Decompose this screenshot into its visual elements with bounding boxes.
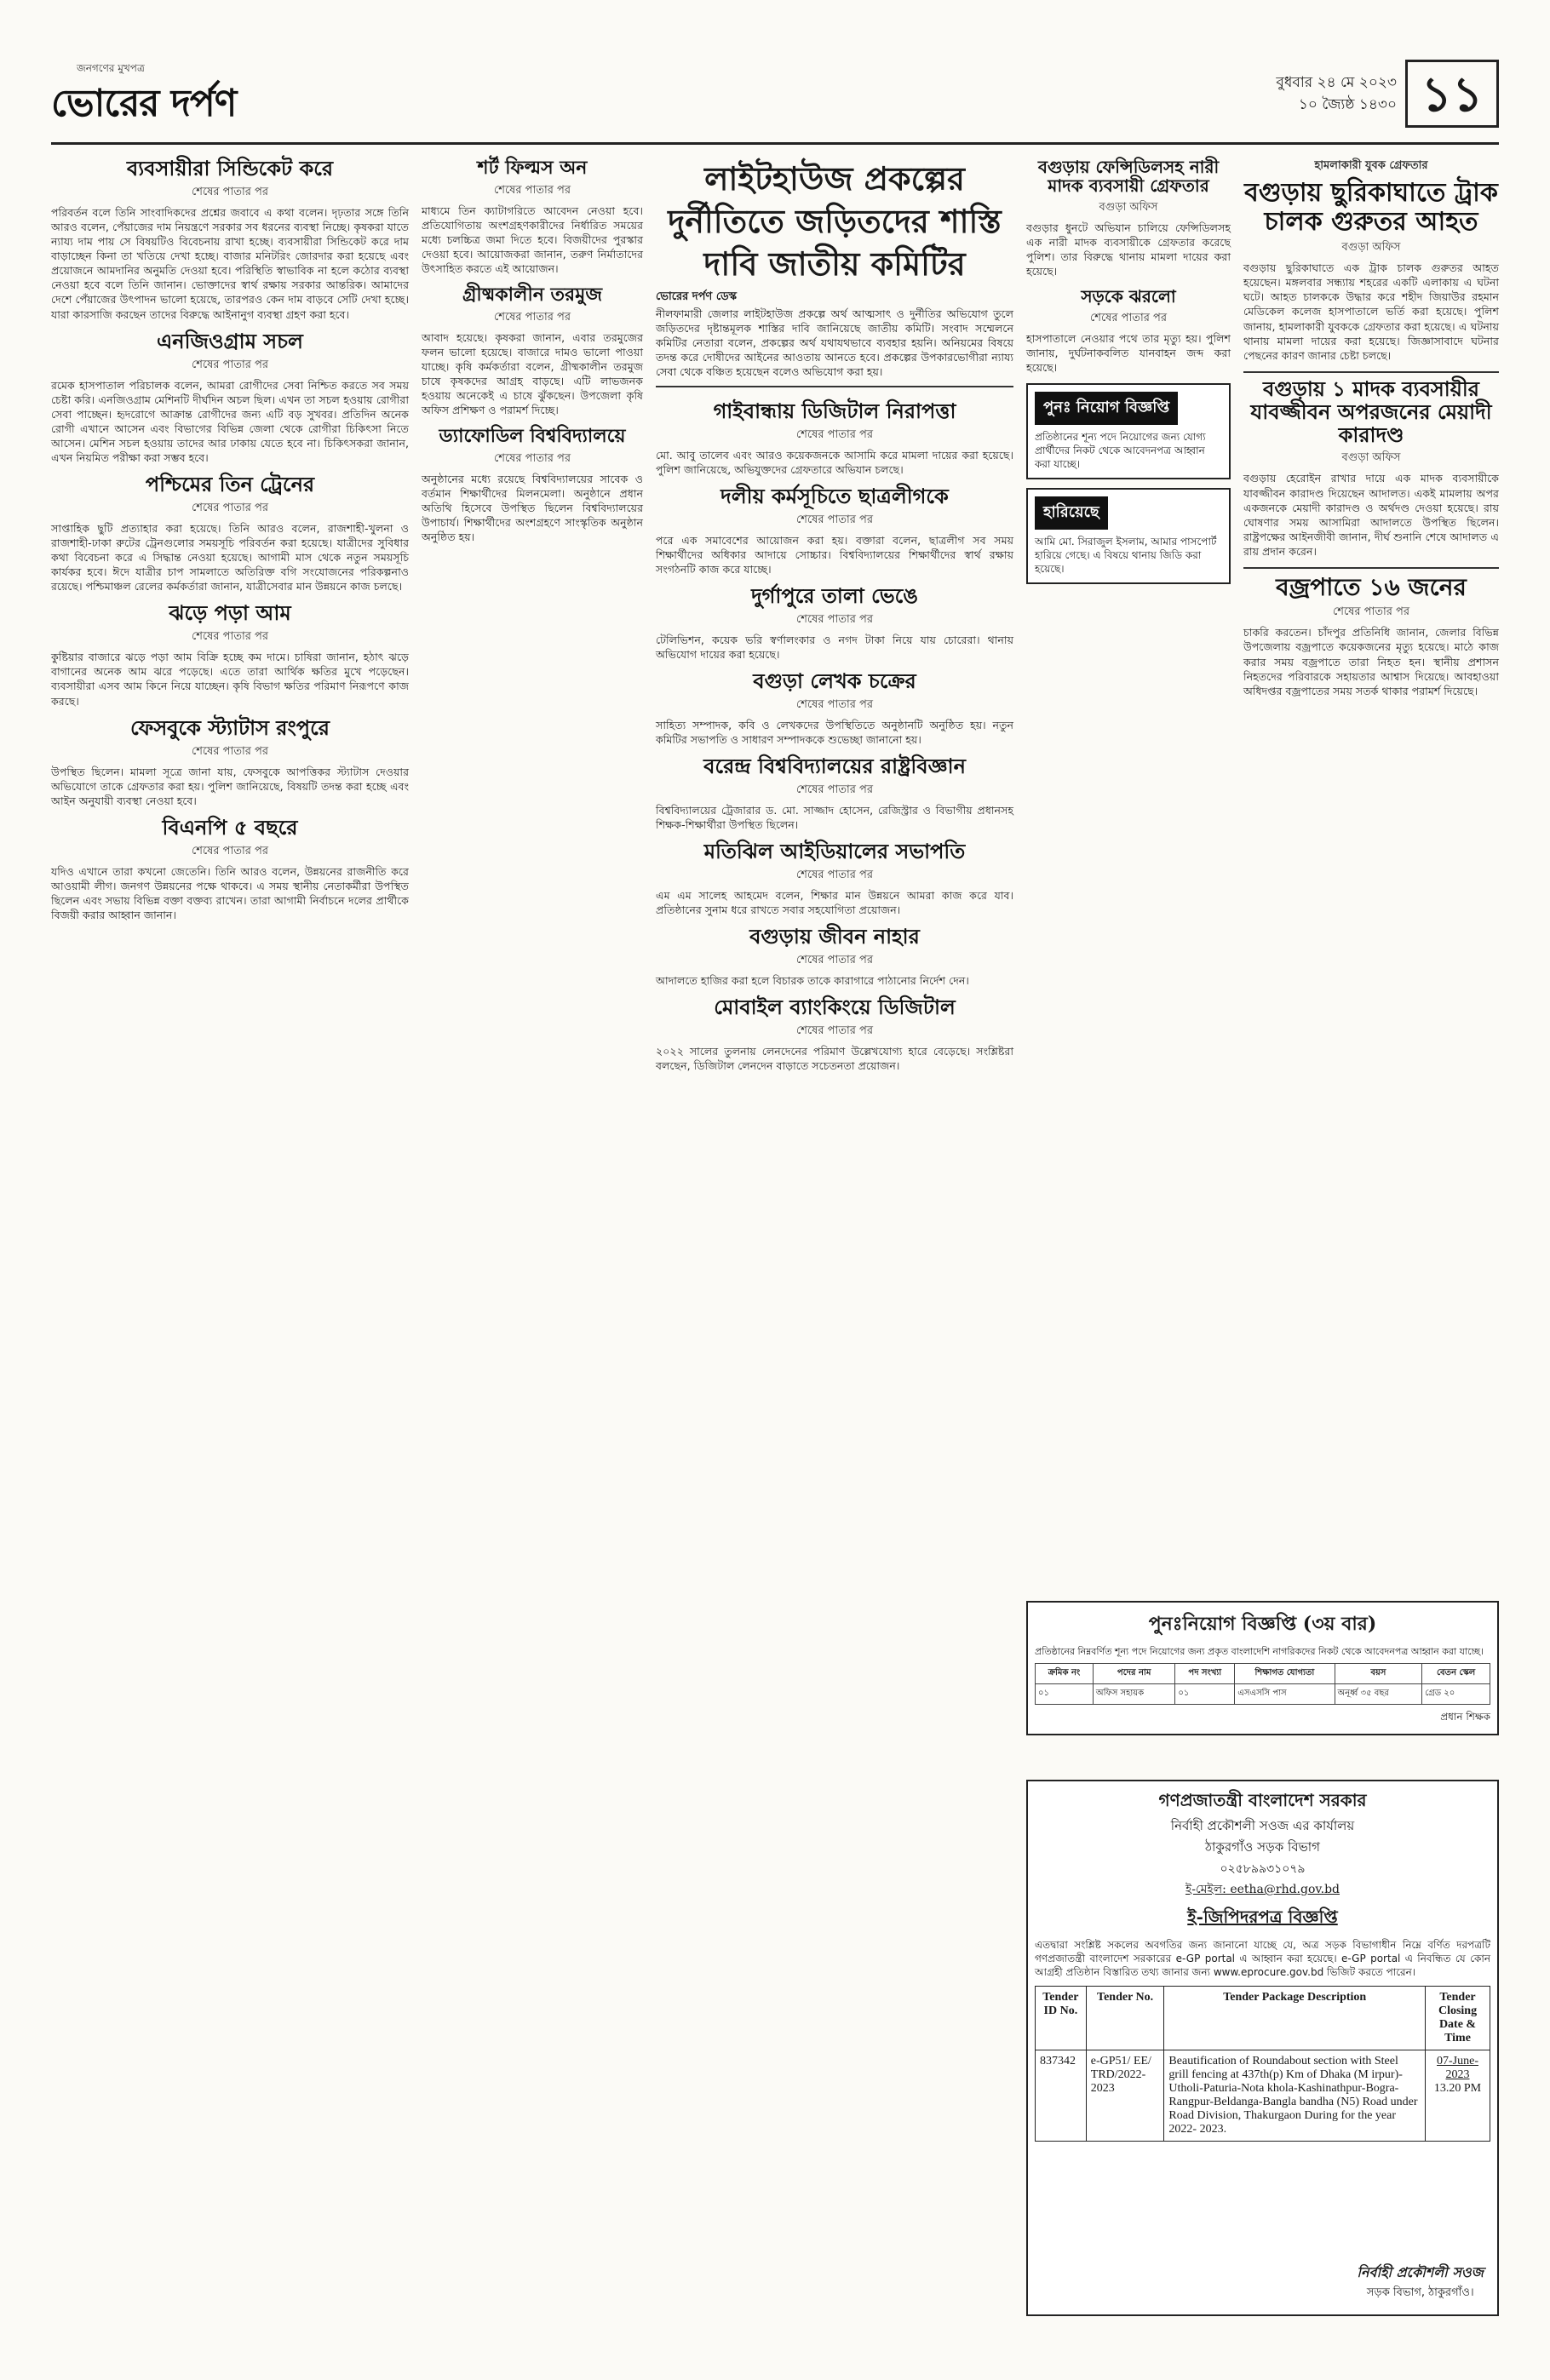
article-title: ড্যাফোডিল বিশ্ববিদ্যালয়ে [439, 425, 626, 448]
vacancy-cell: গ্রেড ২০ [1422, 1684, 1490, 1705]
col-package-desc: Tender Package Description [1164, 1987, 1426, 2050]
column-5 [1243, 158, 1499, 707]
article-title: দুর্গাপুরে তালা ভেঙে [751, 583, 918, 609]
article-body: হাসপাতালে নেওয়ার পথে তার মৃত্যু হয়। পুলিশ জানায়, দুর্ঘটনাকবলিত যানবাহন জব্দ করা হয়েছে। [1026, 331, 1231, 374]
article-title: ঝড়ে পড়া আম [169, 600, 291, 626]
logo-tagline: জনগণের মুখপত্র [77, 62, 145, 74]
article-body: এম এম সালেহ আহমেদ বলেন, শিক্ষার মান উন্নয়নে আমরা কাজ করে যাব। প্রতিষ্ঠানের সুনাম ধরে রাখতে সবার সহযোগিতা প্রয়োজন। [656, 889, 1013, 917]
article-dateline: বগুড়া অফিস [1341, 241, 1401, 255]
closing-date: 07-June-2023 [1437, 2055, 1479, 2081]
issue-date [1276, 72, 1397, 116]
col-closing-date: Tender Closing Date & Time [1426, 1987, 1490, 2050]
article-body: মাধ্যমে তিন ক্যাটাগরিতে আবেদন নেওয়া হবে। প্রতিযোগিতায় অংশগ্রহণকারীদের নির্ধারিত সময়ের মধ্যে চলচ্চিত্র জমা দিতে হবে। বিজয়ীদের পুরস্কার দেওয়া হবে। আয়োজকরা জানান, তরুণ নির্মাতাদের উৎসাহিত করতে এই আয়োজন। [422, 204, 643, 275]
article-title: ব্যবসায়ীরা সিন্ডিকেট করে [126, 156, 334, 181]
article-dateline: শেষের পাতার পর [795, 1024, 874, 1038]
article-dateline: শেষের পাতার পর [795, 427, 874, 441]
vacancy-col-header: পদের নাম [1093, 1664, 1174, 1684]
article-body: পরিবর্তন বলে তিনি সাংবাদিকদের প্রশ্নের জবাবে এ কথা বলেন। দৃঢ়তার সঙ্গে তিনি আরও বলেন, পেঁয়াজের দাম নিয়ন্ত্রণে সরকার সব ধরনের ব্যবস্থা নিচ্ছে। কৃষকরা যাতে ন্যায্য দাম পায় সে বিষয়টিও বিবেচনায় রাখা হচ্ছে। ব্যবসায়ীরা সিন্ডিকেট করে দাম বাড়াচ্ছেন কিনা তা খতিয়ে দেখা হচ্ছে। বাজার মনিটরিং জোরদার করা হয়েছে এবং প্রয়োজনে আমদানির অনুমতি দেওয়া হবে। পরিস্থিতি স্বাভাবিক না হলে কঠোর ব্যবস্থা নেওয়া হবে বলে তিনি জানান। ভোক্তাদের স্বার্থ রক্ষায় সরকার আন্তরিক। আমাদের দেশে পেঁয়াজের উৎপাদন ভালো হয়েছে, তারপরও কেন দাম বাড়বে সেটি দেখা হচ্ছে। যারা কারসাজি করছেন তাদের বিরুদ্ধে আইনানুগ ব্যবস্থা গ্রহণ করা হবে। [51, 205, 409, 321]
article-title: দলীয় কর্মসূচিতে ছাত্রলীগকে [720, 484, 949, 509]
article-dateline: শেষের পাতার পর [1089, 311, 1168, 324]
notice-title: পুনঃনিয়োগ বিজ্ঞপ্তি (৩য় বার) [1148, 1613, 1377, 1635]
signer-office: সড়ক বিভাগ, ঠাকুরগাঁও। [1366, 2286, 1474, 2299]
article-body: সাহিত্য সম্পাদক, কবি ও লেখকদের উপস্থিতিতে অনুষ্ঠানটি অনুষ্ঠিত হয়। নতুন কমিটির সভাপতি ও সাধারণ সম্পাদককে শুভেচ্ছা জানানো হয়। [656, 719, 1013, 747]
recruitment-notice[interactable] [1026, 383, 1231, 479]
notice-title: পুনঃ নিয়োগ বিজ্ঞপ্তি [1035, 392, 1178, 425]
tender-title: ই-জিপিদরপত্র বিজ্ঞপ্তি [1187, 1907, 1338, 1927]
article[interactable] [656, 400, 1013, 477]
article[interactable] [422, 284, 643, 417]
lead-body: নীলফামারী জেলার লাইটহাউজ প্রকল্পে অর্থ আত্মসাৎ ও দুর্নীতির অভিযোগ তুলে জড়িতদের দৃষ্টান্তমূলক শাস্তির দাবি জানিয়েছে জাতীয় কমিটি। সংবাদ সম্মেলনে কমিটির নেতারা বলেন, প্রকল্পের অর্থ যথাযথভাবে ব্যবহার হয়নি। অনিয়মের বিষয়ে তদন্ত করে দোষীদের আইনের আওতায় আনতে হবে। প্রকল্পের উপকারভোগীরা ন্যায্য সেবা থেকে বঞ্চিত হয়েছেন বলেও অভিযোগ করা হয়। [656, 307, 1013, 378]
article-title: বগুড়ায় ১ মাদক ব্যবসায়ীর যাবজ্জীবন অপরজনের মেয়াদী কারাদণ্ড [1250, 376, 1492, 447]
tender-table [1035, 1986, 1490, 2142]
date-bengali: ১০ জ্যৈষ্ঠ ১৪৩০ [1298, 96, 1397, 113]
article-title: বজ্রপাতে ১৬ জনের [1276, 573, 1467, 602]
newspaper-logo[interactable] [51, 60, 238, 136]
article[interactable] [656, 996, 1013, 1073]
article-dateline: শেষের পাতার পর [493, 183, 571, 197]
notice-body: প্রতিষ্ঠানের নিম্নবর্ণিত শূন্য পদে নিয়োগের জন্য প্রকৃত বাংলাদেশি নাগরিকদের নিকট থেকে আবেদনপত্র আহ্বান করা যাচ্ছে। [1035, 1646, 1484, 1657]
article-title: শর্ট ফিল্মস অন [477, 157, 588, 179]
column-1 [51, 158, 409, 931]
vacancy-col-header: শিক্ষাগত যোগ্যতা [1235, 1664, 1335, 1684]
article-title: বরেন্দ্র বিশ্ববিদ্যালয়ের রাষ্ট্রবিজ্ঞান [703, 754, 966, 779]
tender-signature [1357, 2262, 1484, 2303]
article-body: রমেক হাসপাতাল পরিচালক বলেন, আমরা রোগীদের সেবা নিশ্চিত করতে সব সময় চেষ্টা করি। এনজিওগ্রাম মেশিনটি দীর্ঘদিন অচল ছিল। এখন তা সচল হওয়ায় রোগীরা সেবা পাচ্ছেন। হৃদরোগে আক্রান্ত রোগীদের জন্য এটি বড় সুখবর। প্রতিদিন অনেক রোগী এখানে আসেন এবং বিভাগের বিভিন্ন জেলা থেকে রোগীরা চিকিৎসা নিতে আসেন। মেশিন সচল হওয়ায় তাদের আর ঢাকায় যেতে হবে না। চিকিৎসকরা জানান, এখন নিয়মিত পরীক্ষা করা সম্ভব হবে। [51, 378, 409, 464]
article-body: বগুড়ায় হেরোইন রাখার দায়ে এক মাদক ব্যবসায়ীকে যাবজ্জীবন কারাদণ্ড দিয়েছেন আদালত। একই মামলায় অপর একজনকে মেয়াদী কারাদণ্ড ও অর্থদণ্ড দেওয়া হয়েছে। রায় ঘোষণার সময় আসামিরা আদালতে উপস্থিত ছিলেন। রাষ্ট্রপক্ষের আইনজীবী জানান, দীর্ঘ শুনানি শেষে আদালত এ রায় প্রদান করেন। [1243, 472, 1499, 558]
page-number: ১১ [1405, 60, 1499, 128]
article[interactable] [51, 158, 409, 322]
article-title: বগুড়ায় ফেন্সিডিলসহ নারী মাদক ব্যবসায়ী গ্রেফতার [1037, 157, 1220, 197]
tender-id: 837342 [1036, 2050, 1087, 2142]
article-title: গাইবান্ধায় ডিজিটাল নিরাপত্তা [713, 399, 956, 423]
article-lightning[interactable] [1243, 567, 1499, 698]
column-3 [656, 400, 1013, 1082]
col-tender-no: Tender No. [1086, 1987, 1164, 2050]
office-email[interactable]: ই-মেইল: eetha@rhd.gov.bd [1185, 1883, 1340, 1896]
article-title: ফেসবুকে স্ট্যাটাস রংপুরে [130, 714, 330, 740]
article[interactable] [1026, 158, 1231, 278]
article-title: বিএনপি ৫ বছরে [162, 814, 298, 840]
article[interactable] [1026, 287, 1231, 375]
lead-story[interactable] [656, 158, 1013, 387]
lost-body: আমি মো. সিরাজুল ইসলাম, আমার পাসপোর্ট হারিয়ে গেছে। এ বিষয়ে থানায় জিডি করা হয়েছে। [1035, 535, 1217, 575]
vacancy-cell: অফিস সহায়ক [1093, 1684, 1174, 1705]
vacancy-col-header: বয়স [1335, 1664, 1422, 1684]
office-division: ঠাকুরগাঁও সড়ক বিভাগ [1205, 1839, 1320, 1855]
notice-body: প্রতিষ্ঠানের শূন্য পদে নিয়োগের জন্য যোগ্য প্রার্থীদের নিকট থেকে আবেদনপত্র আহ্বান করা যাচ্ছে। [1035, 430, 1206, 470]
office-phone: ০২৫৮৯৯৩১০৭৯ [1220, 1862, 1306, 1876]
article-body: সাপ্তাহিক ছুটি প্রত্যাহার করা হয়েছে। তিনি আরও বলেন, রাজশাহী-খুলনা ও রাজশাহী-ঢাকা রুটের ট্রেনগুলোর সময়সূচি পরিবর্তন করা হয়েছে। যাত্রীদের সুবিধার কথা বিবেচনা করে এ সিদ্ধান্ত নেওয়া হয়েছে। আগামী মাস থেকে নতুন সময়সূচি কার্যকর হবে। ঈদে যাত্রীর চাপ সামলাতে অতিরিক্ত বগি সংযোজনের পরিকল্পনাও রয়েছে। পশ্চিমাঞ্চল রেলের কর্মকর্তারা জানান, যাত্রীসেবার মান উন্নয়নে কাজ চলছে। [51, 521, 409, 594]
article-dateline: শেষের পাতার পর [795, 954, 874, 967]
article[interactable] [656, 485, 1013, 576]
article-title: বগুড়ায় জীবন নাহার [749, 924, 920, 949]
article-dateline: শেষের পাতার পর [1332, 605, 1410, 619]
article-title: এনজিওগ্রাম সচল [157, 328, 303, 353]
article-body: বগুড়ায় ছুরিকাঘাতে এক ট্রাক চালক গুরুতর আহত হয়েছেন। মঙ্গলবার সন্ধ্যায় শহরের একটি এলাকায় এ ঘটনা ঘটে। আহত চালককে উদ্ধার করে শহীদ জিয়াউর রহমান মেডিকেল কলেজ হাসপাতালে ভর্তি করা হয়েছে। পুলিশ জানায়, হামলাকারী যুবককে গ্রেফতার করা হয়েছে। এ ঘটনায় থানায় মামলা দায়ের করা হয়েছে। জিজ্ঞাসাবাদে ঘটনার পেছনের কারণ জানার চেষ্টা চলছে। [1243, 261, 1499, 362]
lead-dateline: ভোরের দর্পণ ডেস্ক [656, 290, 738, 303]
gov-name: গণপ্রজাতন্ত্রী বাংলাদেশ সরকার [1158, 1790, 1367, 1810]
tender-intro: এতদ্বারা সংশ্লিষ্ট সকলের অবগতির জন্য জানানো যাচ্ছে যে, অত্র সড়ক বিভাগাধীন নিম্নে বর্ণিত দরপত্রটি গণপ্রজাতন্ত্রী বাংলাদেশ সরকারের e-GP portal এ আহ্বান করা হয়েছে। e-GP portal এ নিবন্ধিত যে কোন আগ্রহী প্রতিষ্ঠান বিস্তারিত তথ্য জানার জন্য www.eprocure.gov.bd ভিজিট করতে পারেন। [1035, 1939, 1490, 1978]
article-body: বগুড়ার ধুনটে অভিযান চালিয়ে ফেন্সিডিলসহ এক নারী মাদক ব্যবসায়ীকে গ্রেফতার করেছে পুলিশ। তার বিরুদ্ধে থানায় মামলা দায়ের করা হয়েছে। [1026, 221, 1231, 278]
article[interactable] [656, 926, 1013, 988]
vacancy-cell: অনূর্ধ্ব ৩৫ বছর [1335, 1684, 1422, 1705]
vacancy-col-header: ক্রমিক নং [1036, 1664, 1094, 1684]
article-kicker: হামলাকারী যুবক গ্রেফতার [1314, 159, 1428, 172]
tender-no: e-GP51/ EE/ TRD/2022-2023 [1086, 2050, 1164, 2142]
article-dateline: শেষের পাতার পর [191, 501, 269, 514]
article-title: মতিঝিল আইডিয়ালের সভাপতি [703, 839, 966, 864]
article-dateline: শেষের পাতার পর [493, 310, 571, 324]
article-body: আবাদ হয়েছে। কৃষকরা জানান, এবার তরমুজের ফলন ভালো হয়েছে। বাজারে দামও ভালো পাওয়া যাচ্ছে। কৃষি কর্মকর্তারা বলেন, গ্রীষ্মকালীন তরমুজ চাষে কৃষকদের আগ্রহ বাড়ছে। এটি লাভজনক হওয়ায় অনেকেই এ চাষে ঝুঁকছেন। উপজেলা কৃষি অফিস প্রশিক্ষণ ও পরামর্শ দিচ্ছে। [422, 330, 643, 417]
article-body: বিশ্ববিদ্যালয়ের ট্রেজারার ড. মো. সাজ্জাদ হোসেন, রেজিস্ট্রার ও বিভাগীয় প্রধানসহ শিক্ষক-শিক্ষার্থীরা উপস্থিত ছিলেন। [656, 804, 1013, 832]
article-dateline: শেষের পাতার পর [191, 630, 269, 644]
article-dateline: শেষের পাতার পর [191, 844, 269, 857]
date-gregorian: বুধবার ২৪ মে ২০২৩ [1276, 74, 1397, 91]
article-title: গ্রীষ্মকালীন তরমুজ [462, 284, 603, 307]
article-title: বগুড়ায় ছুরিকাঘাতে ট্রাক চালক গুরুতর আহত [1244, 178, 1498, 237]
article[interactable] [656, 585, 1013, 662]
article-body: ২০২২ সালের তুলনায় লেনদেনের পরিমাণ উল্লেখযোগ্য হারে বেড়েছে। সংশ্লিষ্টরা বলছেন, ডিজিটাল লেনদেন বাড়াতে সচেতনতা প্রয়োজন। [656, 1045, 1013, 1073]
tender-desc: Beautification of Roundabout section with Steel grill fencing at 437th(p) Km of Dhaka (M irpur)- Utholi-Paturia-Nota khola-Kashinathpur-Bogra-Rangpur-Beldanga-Bangla bandha (N5) Road under Road Division, Thakurgaon During for the year 2022- 2023. [1164, 2050, 1426, 2142]
lost-title: হারিয়েছে [1035, 496, 1108, 530]
article-dateline: শেষের পাতার পর [493, 451, 571, 465]
article-body: উপস্থিত ছিলেন। মামলা সূত্রে জানা যায়, ফেসবুকে আপত্তিকর স্ট্যাটাস দেওয়ার অভিযোগে তাকে গ্রেফতার করা হয়। পুলিশ জানিয়েছে, বিষয়টি তদন্ত করা হচ্ছে এবং আইন অনুযায়ী ব্যবস্থা নেওয়া হবে। [51, 765, 409, 807]
column-4 [1026, 158, 1231, 584]
lost-notice[interactable] [1026, 488, 1231, 584]
article[interactable] [422, 158, 643, 276]
article[interactable] [51, 814, 409, 922]
article-dateline: বগুড়া অফিস [1341, 451, 1401, 465]
table-row [1036, 1684, 1490, 1705]
article-dateline: শেষের পাতার পর [795, 698, 874, 712]
column-2 [422, 158, 643, 553]
article[interactable] [51, 602, 409, 708]
article[interactable] [656, 840, 1013, 917]
table-row [1036, 2050, 1490, 2142]
article-dateline: শেষের পাতার পর [191, 744, 269, 758]
article-body: অনুষ্ঠানের মধ্যে রয়েছে বিশ্ববিদ্যালয়ের সাবেক ও বর্তমান শিক্ষার্থীদের মিলনমেলা। অনুষ্ঠানে প্রধান অতিথি হিসেবে উপস্থিত ছিলেন বিশ্ববিদ্যালয়ের উপাচার্য। শিক্ষার্থীদের অংশগ্রহণে সাংস্কৃতিক অনুষ্ঠান অনুষ্ঠিত হয়। [422, 472, 643, 544]
logo-text: ভোরের দর্পণ [51, 82, 237, 125]
closing-time: 13.20 PM [1433, 2082, 1482, 2095]
article-body: পরে এক সমাবেশের আয়োজন করা হয়। বক্তারা বলেন, ছাত্রলীগ সব সময় শিক্ষার্থীদের অধিকার আদায়ে সোচ্চার। বিশ্ববিদ্যালয়ের শিক্ষার্থীদের স্বার্থ রক্ষায় সংগঠনটি কাজ করে যাচ্ছে। [656, 533, 1013, 576]
vacancy-cell: ০১ [1175, 1684, 1235, 1705]
article-body: টেলিভিশন, কয়েক ভরি স্বর্ণালংকার ও নগদ টাকা নিয়ে যায় চোরেরা। থানায় অভিযোগ দায়ের করা হয়েছে। [656, 634, 1013, 662]
article-dateline: শেষের পাতার পর [795, 869, 874, 882]
office-name: নির্বাহী প্রকৌশলী সওজ এর কার্যালয় [1170, 1818, 1355, 1833]
article-body: যদিও এখানে তারা কখনো জেতেনি। তিনি আরও বলেন, উন্নয়নের রাজনীতি করে আওয়ামী লীগ। জনগণ উন্নয়নের পক্ষে থাকবে। এ সময় স্থানীয় নেতাকর্মীরা উপস্থিত ছিলেন এবং সভায় বিভিন্ন বক্তা বক্তব্য রাখেন। তারা আগামী নির্বাচনে দলের প্রার্থীকে বিজয়ী করার আহ্বান জানান। [51, 864, 409, 921]
masthead [51, 60, 1499, 145]
article-drug-verdict[interactable] [1243, 371, 1499, 559]
vacancy-table [1035, 1663, 1490, 1705]
article-title: পশ্চিমের তিন ট্রেনের [145, 472, 315, 497]
tender-notice[interactable] [1026, 1780, 1499, 2316]
notice-signer: প্রধান শিক্ষক [1440, 1711, 1490, 1723]
article-dateline: শেষের পাতার পর [795, 613, 874, 627]
vacancy-cell: এসএসসি পাস [1235, 1684, 1335, 1705]
article[interactable] [422, 426, 643, 544]
article-body: কুষ্টিয়ার বাজারে ঝড়ে পড়া আম বিক্রি হচ্ছে কম দামে। চাষিরা জানান, হঠাৎ ঝড়ে বাগানের অনেক আম ঝরে পড়েছে। এতে তারা আর্থিক ক্ষতির মুখে পড়েছেন। ব্যবসায়ীরা এসব আম কিনে নিয়ে যাচ্ছেন। কৃষি বিভাগ ক্ষতির পরিমাণ নিরূপণে কাজ করছে। [51, 651, 409, 708]
article-dateline: বগুড়া অফিস [1099, 200, 1158, 214]
article[interactable] [51, 473, 409, 594]
article-title: বগুড়া লেখক চক্রের [753, 668, 916, 694]
article-title: মোবাইল ব্যাংকিংয়ে ডিজিটাল [714, 995, 956, 1020]
signer-title: নির্বাহী প্রকৌশলী সওজ [1357, 2264, 1484, 2280]
article[interactable] [51, 330, 409, 465]
article-dateline: শেষের পাতার পর [191, 185, 269, 198]
article-dateline: শেষের পাতার পর [191, 358, 269, 371]
article-truck-driver[interactable] [1243, 158, 1499, 363]
article[interactable] [51, 714, 409, 808]
article[interactable] [656, 670, 1013, 747]
vacancy-col-header: বেতন স্কেল [1422, 1664, 1490, 1684]
article-dateline: শেষের পাতার পর [795, 513, 874, 526]
article-body: চাকরি করতেন। চাঁদপুর প্রতিনিধি জানান, জেলার বিভিন্ন উপজেলায় বজ্রপাতে কয়েকজনের মৃত্যু হয়েছে। মাঠে কাজ করার সময় বজ্রপাতে তারা নিহত হন। স্থানীয় প্রশাসন নিহতদের পরিবারকে সহায়তার আশ্বাস দিয়েছে। আবহাওয়া অধিদপ্তর বজ্রপাতের সময় সতর্ক থাকার পরামর্শ দিয়েছে। [1243, 626, 1499, 697]
vacancy-cell: ০১ [1036, 1684, 1094, 1705]
col-tender-id: Tender ID No. [1036, 1987, 1087, 2050]
article-dateline: শেষের পাতার পর [795, 783, 874, 797]
article-title: সড়কে ঝরলো [1081, 286, 1176, 307]
article-body: মো. আবু তালেব এবং আরও কয়েকজনকে আসামি করে মামলা দায়ের করা হয়েছে। পুলিশ জানিয়েছে, অভিযুক্তদের গ্রেফতারে অভিযান চলছে। [656, 448, 1013, 476]
article-body: আদালতে হাজির করা হলে বিচারক তাকে কারাগারে পাঠানোর নির্দেশ দেন। [656, 974, 969, 988]
re-recruitment-notice[interactable] [1026, 1601, 1499, 1735]
lead-headline: লাইটহাউজ প্রকল্পের দুর্নীতিতে জড়িতদের শাস্তি দাবি জাতীয় কমিটির [668, 159, 1002, 283]
article[interactable] [656, 755, 1013, 832]
vacancy-col-header: পদ সংখ্যা [1175, 1664, 1235, 1684]
